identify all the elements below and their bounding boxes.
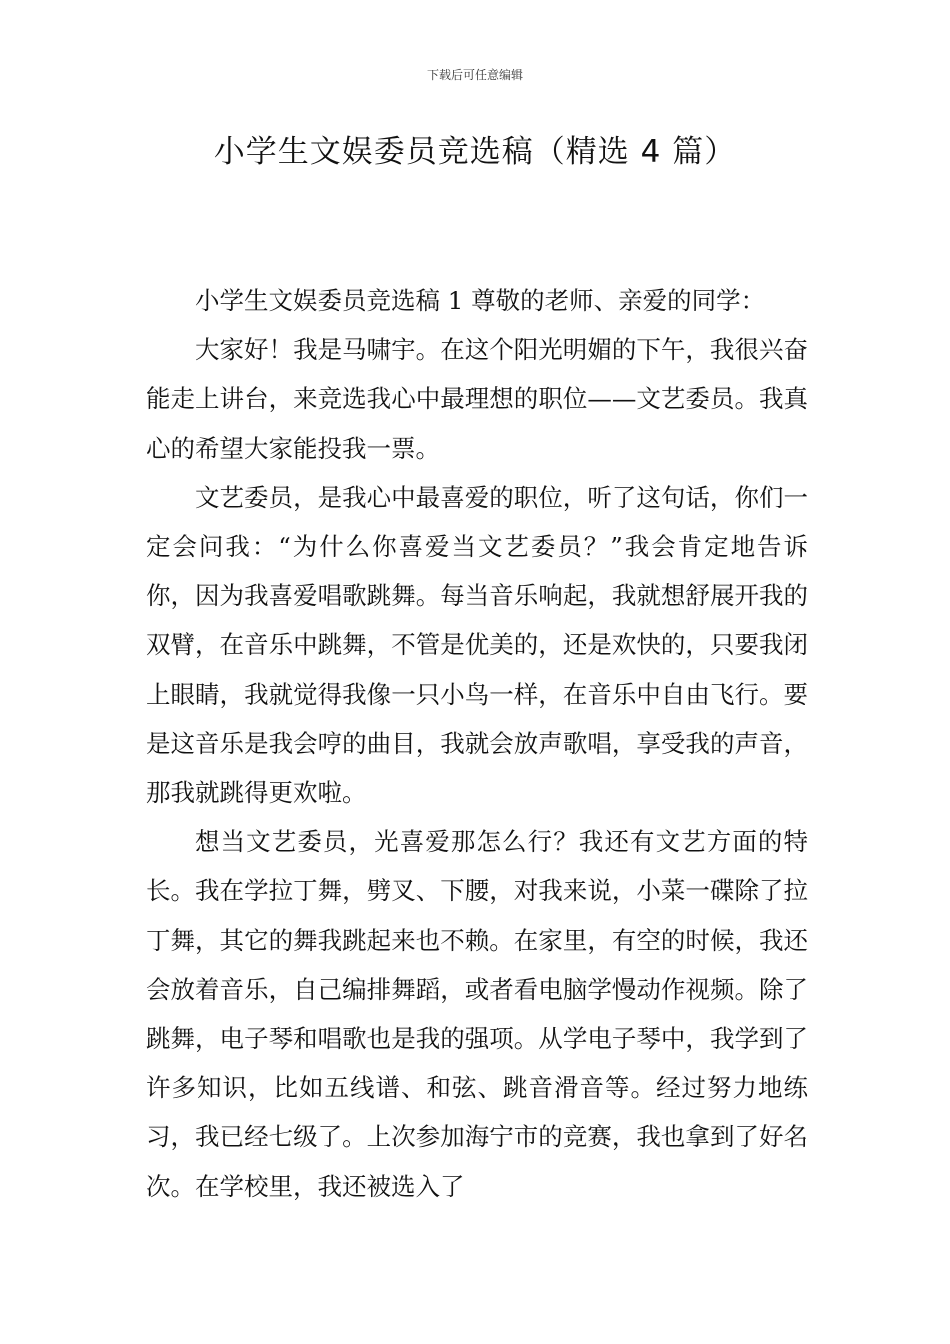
- header-note: 下载后可任意编辑: [426, 68, 523, 82]
- document-body: [146, 276, 808, 1211]
- paragraph-salutation: 小学生文娱委员竞选稿 1 尊敬的老师、亲爱的同学：: [195, 286, 766, 315]
- document-title: 小学生文娱委员竞选稿（精选 4 篇）: [213, 134, 737, 170]
- paragraph-talents: 想当文艺委员，光喜爱那怎么行？我还有文艺方面的特长。我在学拉丁舞，劈叉、下腰，对我来说，小菜一碟除了拉丁舞，其它的舞我跳起来也不赖。在家里，有空的时候，我还会放着音乐，自己编排舞蹈，或者看电脑学慢动作视频。除了跳舞，电子琴和唱歌也是我的强项。从学电子琴中，我学到了许多知识，比如五线谱、和弦、跳音滑音等。经过努力地练习，我已经七级了。上次参加海宁市的竞赛，我也拿到了好名次。在学校里，我还被选入了: [146, 827, 808, 1201]
- paragraph-greeting: 大家好！我是马啸宇。在这个阳光明媚的下午，我很兴奋能走上讲台，来竞选我心中最理想的职位——文艺委员。我真心的希望大家能投我一票。: [146, 335, 808, 463]
- paragraph-reason: 文艺委员，是我心中最喜爱的职位，听了这句话，你们一定会问我：“为什么你喜爱当文艺委员？”我会肯定地告诉你，因为我喜爱唱歌跳舞。每当音乐响起，我就想舒展开我的双臂，在音乐中跳舞，不管是优美的，还是欢快的，只要我闭上眼睛，我就觉得我像一只小鸟一样，在音乐中自由飞行。要是这音乐是我会哼的曲目，我就会放声歌唱，享受我的声音，那我就跳得更欢啦。: [146, 482, 808, 808]
